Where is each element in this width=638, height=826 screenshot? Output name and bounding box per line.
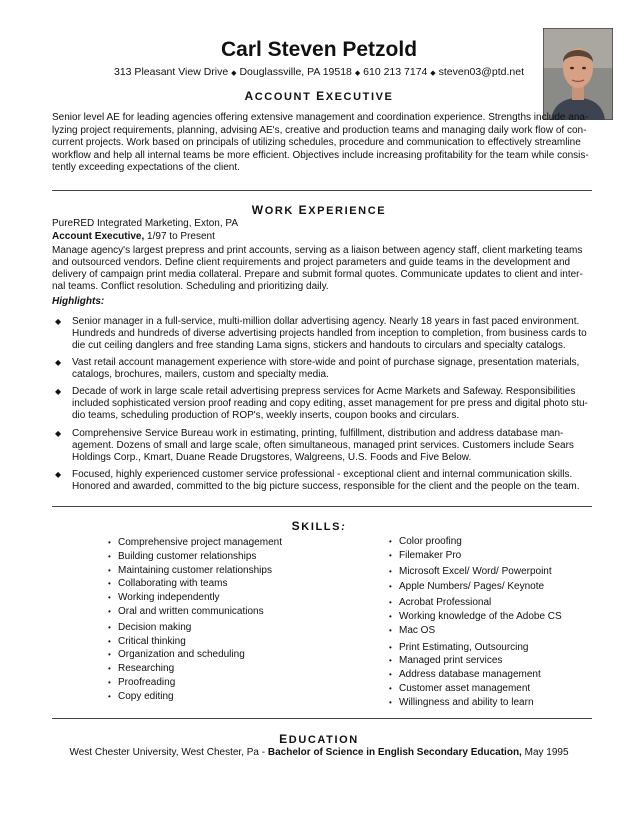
highlight-item (72, 428, 592, 465)
bullet-icon: • (108, 551, 111, 561)
bullet-icon: • (108, 691, 111, 701)
skill-item: • Copy editing (108, 690, 174, 702)
bullet-icon: • (389, 670, 392, 680)
bullet-icon: • (108, 650, 111, 660)
description-line: nal teams. Conflict resolution. Scheduling and prioritizing daily. (52, 281, 329, 292)
bullet-icon: • (389, 537, 392, 546)
bullet-icon: • (108, 664, 111, 674)
highlights-label: Highlights: (52, 296, 105, 307)
address: 313 Pleasant View Drive (114, 66, 229, 78)
skill-item: • Managed print services (389, 655, 503, 667)
diamond-bullet-icon: ◆ (55, 358, 62, 367)
job-description (52, 245, 592, 293)
position-title: Account Executive, (52, 231, 145, 242)
divider (52, 718, 592, 719)
bullet-icon: • (108, 538, 111, 547)
skill-item: • Organization and scheduling (108, 649, 245, 661)
summary-line: current projects. Work based on principals of utilizing schedules, procedure and communication to effectively streamline (52, 137, 581, 149)
skill-item: • Oral and written communications (108, 605, 264, 617)
skill-item: • Critical thinking (108, 635, 186, 647)
bullet-icon: • (108, 606, 111, 616)
separator-icon: ◆ (430, 70, 436, 77)
highlight-item (72, 469, 592, 493)
highlight-line: Decade of work in large scale retail advertising prepress services for Acme Markets and Safeway. Responsibilities (72, 386, 576, 397)
position-line (52, 231, 215, 243)
diamond-bullet-icon: ◆ (55, 387, 62, 396)
diamond-bullet-icon: ◆ (55, 317, 62, 326)
diamond-bullet-icon: ◆ (55, 470, 62, 479)
bullet-icon: • (389, 550, 392, 560)
company: PureRED Integrated Marketing, Exton, PA (52, 218, 239, 229)
section-title-account-executive: ACCOUNT EXECUTIVE (244, 89, 394, 103)
highlight-line: Holdings Corp., Kmart, Duane Reade Drugstores, Walgreens, U.S. Foods and Five Below. (72, 452, 472, 464)
separator-icon: ◆ (231, 70, 237, 77)
bullet-icon: • (389, 582, 392, 592)
bullet-icon: • (389, 642, 392, 652)
section-title-work-experience: WORK EXPERIENCE (251, 203, 387, 217)
bullet-icon: • (389, 683, 392, 693)
description-line: and outsourced vendors. Define client requirements and project parameters and guide teams in the development and (52, 257, 571, 268)
bullet-icon: • (108, 593, 111, 603)
highlight-line: Vast retail account management experience with store-wide and point of purchase signage, presentation materials, (72, 357, 580, 368)
school: West Chester University, West Chester, Pa - (69, 747, 266, 758)
profile-photo (543, 28, 613, 120)
skill-item: • Collaborating with teams (108, 578, 228, 590)
skill-item: • Decision making (108, 621, 192, 633)
position-dates: 1/97 to Present (147, 231, 215, 242)
divider (52, 506, 592, 507)
highlight-line: Focused, highly experienced customer service professional - exceptional client and internal communication skills. (72, 469, 573, 480)
separator-icon: ◆ (354, 70, 361, 77)
highlight-line: catalogs, brochures, mailers, custom and specialty media. (72, 369, 329, 381)
skills-list-left (108, 536, 282, 704)
skill-item: • Customer asset management (389, 682, 531, 694)
skill-item: • Apple Numbers/ Pages/ Keynote (389, 581, 545, 593)
highlight-item (72, 357, 592, 381)
skill-item: • Willingness and ability to learn (389, 696, 534, 708)
skill-item: • Researching (108, 663, 175, 675)
bullet-icon: • (389, 611, 392, 621)
city: Douglassville, PA 19518 (239, 66, 352, 78)
description-line: Manage agency's largest prepress and print accounts, serving as a liaison between agency staff, client marketing teams (52, 245, 583, 256)
highlight-item (72, 316, 592, 353)
skill-item: • Acrobat Professional (389, 597, 492, 609)
skill-item: • Filemaker Pro (389, 549, 462, 561)
summary-line: lyzing project requirements, planning, advising AE's, creative and production teams and managing daily work flow of con- (52, 124, 587, 136)
bullet-icon: • (389, 566, 392, 576)
resume-name: Carl Steven Petzold (220, 38, 418, 61)
skill-item: • Working knowledge of the Adobe CS (389, 610, 562, 622)
summary-paragraph (52, 112, 592, 175)
skill-item: • Working independently (108, 592, 220, 604)
graduation-date: May 1995 (524, 747, 569, 758)
highlight-line: Comprehensive Service Bureau work in estimating, printing, fulfillment, distribution and address database man- (72, 428, 564, 439)
education-entry (0, 747, 638, 758)
bullet-icon: • (108, 677, 111, 687)
highlight-line: Senior manager in a full-service, multi-million dollar advertising agency. Nearly 18 years in fast paced environment. (72, 316, 580, 327)
summary-line: workflow and help all internal teams be more efficient. Objectives include increasing profitability for the team while consis- (52, 149, 589, 161)
diamond-bullet-icon: ◆ (55, 429, 62, 438)
skill-item: • Proofreading (108, 676, 176, 688)
skill-item: • Microsoft Excel/ Word/ Powerpoint (389, 565, 552, 577)
highlight-line: dio teams, scheduling production of ROP's, weekly inserts, coupon books and circulars. (72, 410, 460, 422)
email: steven03@ptd.net (438, 66, 524, 78)
description-line: delivery of campaign print media collateral. Prepare and submit formal quotes. Communicate updates to client and inter- (52, 269, 583, 280)
phone: 610 213 7174 (363, 66, 428, 78)
bullet-icon: • (108, 622, 111, 632)
bullet-icon: • (389, 625, 392, 635)
bullet-icon: • (108, 565, 111, 575)
bullet-icon: • (389, 598, 392, 608)
skill-item: • Color proofing (389, 536, 462, 547)
highlight-line: die cut ceiling danglers and free standing Lama signs, stickers and handouts to circulars and specialty catalogs. (72, 340, 566, 352)
skills-list-right (389, 535, 562, 710)
skill-item: • Mac OS (389, 624, 436, 636)
divider (52, 190, 592, 191)
bullet-icon: • (108, 636, 111, 646)
bullet-icon: • (389, 656, 392, 666)
highlight-line: Honored and awarded, committed to the big picture success, responsible for the client and the people on the team. (72, 481, 580, 493)
skill-item: • Maintaining customer relationships (108, 564, 272, 576)
summary-line: tently exceeding expectations of the client. (52, 162, 240, 174)
highlight-line: included sophisticated version proof reading and copy editing, asset management for pre press and digital photo stu- (72, 398, 588, 410)
highlight-line: agement. Dozens of small and large scale, often simultaneous, managed print services. Customers include Sears (72, 440, 574, 452)
skill-item: • Comprehensive project management (108, 537, 282, 548)
skill-item: • Address database management (389, 669, 541, 681)
section-title-education: EDUCATION (279, 732, 359, 746)
bullet-icon: • (108, 579, 111, 589)
summary-line: Senior level AE for leading agencies offering extensive management and coordination experience. Strengths include ana- (52, 112, 589, 123)
section-title-skills: SKILLS: (291, 519, 347, 533)
highlight-line: Hundreds and hundreds of diverse advertising projects handled from inception to completion, from business cards to (72, 328, 587, 340)
bullet-icon: • (389, 697, 392, 707)
degree: Bachelor of Science in English Secondary Education, (267, 747, 522, 758)
highlight-item (72, 386, 592, 423)
skill-item: • Building customer relationships (108, 550, 257, 562)
skill-item: • Print Estimating, Outsourcing (389, 641, 529, 653)
